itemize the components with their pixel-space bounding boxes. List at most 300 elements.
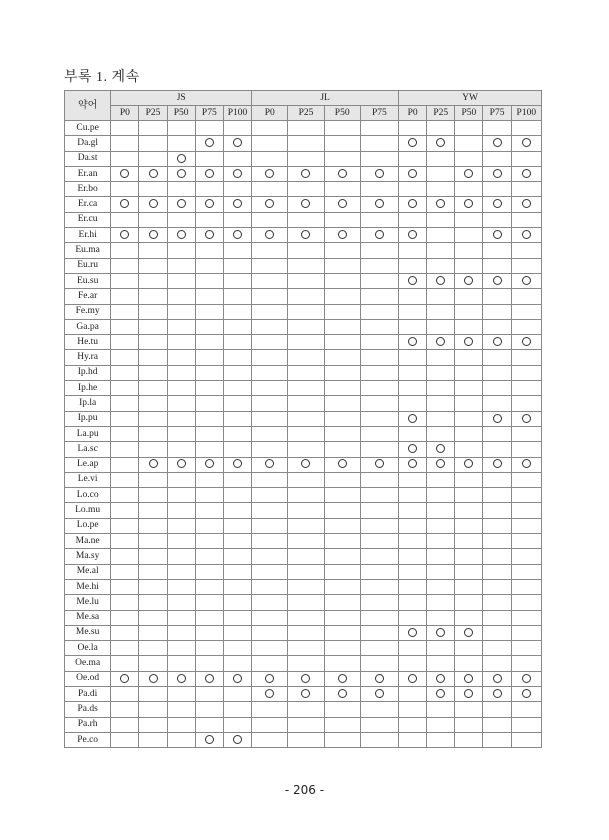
presence-cell xyxy=(223,411,251,426)
species-abbr: Er.bo xyxy=(65,182,111,197)
presence-cell xyxy=(111,732,139,747)
presence-cell xyxy=(111,228,139,243)
presence-cell xyxy=(427,197,455,212)
presence-cell xyxy=(195,732,223,747)
presence-cell xyxy=(427,426,455,441)
presence-cell xyxy=(427,656,455,671)
presence-cell xyxy=(455,564,483,579)
presence-cell xyxy=(399,335,427,350)
presence-cell xyxy=(252,121,288,136)
presence-cell xyxy=(455,457,483,472)
species-abbr: Eu.ru xyxy=(65,258,111,273)
presence-cell xyxy=(324,273,360,288)
presence-cell xyxy=(139,121,167,136)
presence-cell xyxy=(167,549,195,564)
presence-cell xyxy=(360,656,398,671)
presence-cell xyxy=(399,396,427,411)
table-row xyxy=(65,396,542,411)
presence-cell xyxy=(427,518,455,533)
presence-cell xyxy=(195,472,223,487)
presence-cell xyxy=(111,610,139,625)
presence-circle-icon xyxy=(522,689,531,698)
presence-cell xyxy=(111,212,139,227)
presence-cell xyxy=(223,564,251,579)
presence-circle-icon xyxy=(233,230,242,239)
table-row xyxy=(65,610,542,625)
presence-cell xyxy=(111,564,139,579)
presence-cell xyxy=(252,518,288,533)
presence-cell xyxy=(511,610,541,625)
presence-cell xyxy=(324,350,360,365)
presence-circle-icon xyxy=(408,459,417,468)
presence-cell xyxy=(324,671,360,686)
presence-circle-icon xyxy=(436,444,445,453)
presence-circle-icon xyxy=(205,735,214,744)
presence-cell xyxy=(455,625,483,640)
presence-cell xyxy=(252,166,288,181)
presence-cell xyxy=(360,534,398,549)
presence-cell xyxy=(455,518,483,533)
presence-cell xyxy=(360,182,398,197)
presence-cell xyxy=(111,319,139,334)
presence-cell xyxy=(252,457,288,472)
presence-circle-icon xyxy=(375,230,384,239)
presence-circle-icon xyxy=(493,230,502,239)
presence-cell xyxy=(483,518,511,533)
presence-cell xyxy=(139,166,167,181)
presence-cell xyxy=(288,166,324,181)
presence-circle-icon xyxy=(464,628,473,637)
presence-cell xyxy=(111,426,139,441)
table-row xyxy=(65,442,542,457)
presence-cell xyxy=(324,166,360,181)
presence-cell xyxy=(483,503,511,518)
presence-circle-icon xyxy=(338,230,347,239)
presence-circle-icon xyxy=(493,674,502,683)
presence-cell xyxy=(360,411,398,426)
column-header-yw-p50: P50 xyxy=(455,106,483,121)
column-header-js-p75: P75 xyxy=(195,106,223,121)
presence-cell xyxy=(223,549,251,564)
presence-cell xyxy=(324,319,360,334)
presence-cell xyxy=(324,610,360,625)
presence-cell xyxy=(360,136,398,151)
presence-circle-icon xyxy=(493,337,502,346)
presence-cell xyxy=(483,549,511,564)
presence-cell xyxy=(167,243,195,258)
presence-cell xyxy=(288,197,324,212)
species-abbr: Pa.di xyxy=(65,686,111,701)
presence-cell xyxy=(399,534,427,549)
presence-cell xyxy=(252,579,288,594)
presence-cell xyxy=(324,656,360,671)
presence-circle-icon xyxy=(408,276,417,285)
presence-cell xyxy=(252,289,288,304)
presence-cell xyxy=(399,671,427,686)
presence-cell xyxy=(360,197,398,212)
presence-cell xyxy=(139,549,167,564)
presence-cell xyxy=(360,732,398,747)
presence-circle-icon xyxy=(436,337,445,346)
presence-cell xyxy=(360,442,398,457)
presence-cell xyxy=(288,228,324,243)
presence-cell xyxy=(427,258,455,273)
column-header-js-p25: P25 xyxy=(139,106,167,121)
presence-circle-icon xyxy=(233,459,242,468)
presence-cell xyxy=(427,350,455,365)
presence-cell xyxy=(324,411,360,426)
presence-cell xyxy=(324,732,360,747)
presence-cell xyxy=(139,228,167,243)
presence-cell xyxy=(324,579,360,594)
presence-cell xyxy=(455,717,483,732)
presence-cell xyxy=(427,212,455,227)
presence-cell xyxy=(483,121,511,136)
presence-cell xyxy=(223,503,251,518)
presence-cell xyxy=(223,335,251,350)
presence-circle-icon xyxy=(493,414,502,423)
presence-cell xyxy=(399,136,427,151)
species-abbr: Lo.pe xyxy=(65,518,111,533)
presence-cell xyxy=(288,488,324,503)
presence-cell xyxy=(324,228,360,243)
presence-cell xyxy=(324,625,360,640)
presence-cell xyxy=(483,228,511,243)
presence-cell xyxy=(324,258,360,273)
presence-cell xyxy=(167,273,195,288)
presence-cell xyxy=(111,671,139,686)
presence-cell xyxy=(427,717,455,732)
presence-circle-icon xyxy=(436,199,445,208)
presence-circle-icon xyxy=(265,674,274,683)
presence-cell xyxy=(288,212,324,227)
presence-circle-icon xyxy=(436,276,445,285)
presence-cell xyxy=(195,411,223,426)
presence-cell xyxy=(223,656,251,671)
species-abbr: Fe.my xyxy=(65,304,111,319)
presence-circle-icon xyxy=(205,169,214,178)
column-header-jl-p75: P75 xyxy=(360,106,398,121)
presence-cell xyxy=(288,273,324,288)
presence-cell xyxy=(483,686,511,701)
presence-cell xyxy=(399,212,427,227)
presence-cell xyxy=(223,166,251,181)
presence-cell xyxy=(288,319,324,334)
species-abbr: Ip.he xyxy=(65,381,111,396)
presence-cell xyxy=(360,350,398,365)
presence-cell xyxy=(511,121,541,136)
presence-circle-icon xyxy=(177,169,186,178)
header-row-groups xyxy=(65,91,542,106)
presence-cell xyxy=(252,503,288,518)
presence-cell xyxy=(427,304,455,319)
presence-cell xyxy=(399,197,427,212)
presence-cell xyxy=(483,166,511,181)
presence-cell xyxy=(399,426,427,441)
presence-cell xyxy=(223,518,251,533)
presence-cell xyxy=(167,625,195,640)
presence-cell xyxy=(139,365,167,380)
presence-cell xyxy=(167,686,195,701)
presence-cell xyxy=(483,258,511,273)
presence-cell xyxy=(288,595,324,610)
presence-cell xyxy=(223,717,251,732)
presence-circle-icon xyxy=(120,230,129,239)
presence-circle-icon xyxy=(375,674,384,683)
presence-cell xyxy=(139,426,167,441)
presence-cell xyxy=(360,549,398,564)
presence-cell xyxy=(195,319,223,334)
presence-cell xyxy=(483,381,511,396)
presence-cell xyxy=(223,273,251,288)
presence-cell xyxy=(511,335,541,350)
presence-cell xyxy=(360,717,398,732)
presence-cell xyxy=(223,365,251,380)
presence-circle-icon xyxy=(493,199,502,208)
presence-cell xyxy=(252,426,288,441)
presence-cell xyxy=(399,258,427,273)
presence-cell xyxy=(483,702,511,717)
presence-cell xyxy=(288,289,324,304)
presence-cell xyxy=(252,717,288,732)
presence-cell xyxy=(483,304,511,319)
presence-cell xyxy=(195,350,223,365)
presence-cell xyxy=(399,564,427,579)
presence-circle-icon xyxy=(233,735,242,744)
presence-circle-icon xyxy=(338,459,347,468)
table-row xyxy=(65,228,542,243)
presence-cell xyxy=(427,182,455,197)
presence-cell xyxy=(455,488,483,503)
presence-circle-icon xyxy=(205,230,214,239)
species-abbr: Ip.hd xyxy=(65,365,111,380)
species-abbr: Er.an xyxy=(65,166,111,181)
presence-cell xyxy=(427,381,455,396)
presence-circle-icon xyxy=(493,138,502,147)
presence-cell xyxy=(252,686,288,701)
table-row xyxy=(65,625,542,640)
presence-cell xyxy=(167,717,195,732)
presence-circle-icon xyxy=(265,199,274,208)
presence-cell xyxy=(399,472,427,487)
presence-cell xyxy=(455,549,483,564)
presence-cell xyxy=(483,197,511,212)
presence-circle-icon xyxy=(464,337,473,346)
presence-cell xyxy=(483,472,511,487)
presence-cell xyxy=(511,273,541,288)
presence-circle-icon xyxy=(205,199,214,208)
group-header-yw: YW xyxy=(399,91,542,106)
presence-circle-icon xyxy=(436,674,445,683)
presence-cell xyxy=(252,610,288,625)
presence-cell xyxy=(483,564,511,579)
presence-cell xyxy=(167,457,195,472)
presence-cell xyxy=(483,335,511,350)
presence-cell xyxy=(139,732,167,747)
presence-circle-icon xyxy=(408,337,417,346)
presence-cell xyxy=(195,579,223,594)
presence-cell xyxy=(252,641,288,656)
presence-cell xyxy=(483,289,511,304)
presence-cell xyxy=(223,732,251,747)
presence-cell xyxy=(139,396,167,411)
presence-cell xyxy=(195,365,223,380)
presence-cell xyxy=(195,625,223,640)
presence-cell xyxy=(455,472,483,487)
presence-cell xyxy=(511,518,541,533)
presence-cell xyxy=(139,702,167,717)
presence-cell xyxy=(427,503,455,518)
presence-circle-icon xyxy=(233,169,242,178)
presence-cell xyxy=(288,442,324,457)
presence-cell xyxy=(455,304,483,319)
presence-cell xyxy=(399,595,427,610)
column-header-jl-p0: P0 xyxy=(252,106,288,121)
presence-circle-icon xyxy=(265,689,274,698)
presence-cell xyxy=(139,518,167,533)
presence-cell xyxy=(167,381,195,396)
presence-cell xyxy=(111,396,139,411)
presence-cell xyxy=(139,319,167,334)
presence-cell xyxy=(223,472,251,487)
presence-cell xyxy=(427,488,455,503)
presence-circle-icon xyxy=(265,169,274,178)
presence-cell xyxy=(111,411,139,426)
presence-cell xyxy=(360,702,398,717)
presence-cell xyxy=(195,243,223,258)
presence-cell xyxy=(511,151,541,166)
presence-cell xyxy=(167,396,195,411)
presence-cell xyxy=(427,534,455,549)
presence-circle-icon xyxy=(408,628,417,637)
species-abbr: Eu.ma xyxy=(65,243,111,258)
presence-cell xyxy=(223,702,251,717)
presence-cell xyxy=(252,243,288,258)
species-abbr: Da.st xyxy=(65,151,111,166)
presence-cell xyxy=(111,335,139,350)
presence-cell xyxy=(288,121,324,136)
presence-cell xyxy=(455,686,483,701)
column-header-yw-p100: P100 xyxy=(511,106,541,121)
presence-cell xyxy=(483,534,511,549)
table-row xyxy=(65,579,542,594)
presence-circle-icon xyxy=(493,276,502,285)
presence-cell xyxy=(252,442,288,457)
table-row xyxy=(65,197,542,212)
presence-cell xyxy=(252,671,288,686)
presence-cell xyxy=(111,579,139,594)
species-abbr: Oe.la xyxy=(65,641,111,656)
presence-cell xyxy=(167,503,195,518)
presence-cell xyxy=(324,549,360,564)
species-abbr: Ga.pa xyxy=(65,319,111,334)
presence-cell xyxy=(324,197,360,212)
presence-cell xyxy=(139,717,167,732)
presence-cell xyxy=(455,289,483,304)
presence-cell xyxy=(111,595,139,610)
presence-cell xyxy=(252,228,288,243)
presence-cell xyxy=(167,518,195,533)
presence-cell xyxy=(360,641,398,656)
presence-cell xyxy=(324,472,360,487)
presence-cell xyxy=(455,212,483,227)
presence-cell xyxy=(399,304,427,319)
species-abbr: Pe.co xyxy=(65,732,111,747)
table-row xyxy=(65,350,542,365)
presence-cell xyxy=(483,319,511,334)
presence-cell xyxy=(455,151,483,166)
presence-cell xyxy=(511,472,541,487)
presence-circle-icon xyxy=(120,169,129,178)
presence-cell xyxy=(324,503,360,518)
presence-cell xyxy=(455,381,483,396)
presence-cell xyxy=(223,319,251,334)
presence-cell xyxy=(360,610,398,625)
presence-circle-icon xyxy=(464,199,473,208)
presence-cell xyxy=(223,641,251,656)
presence-cell xyxy=(167,732,195,747)
presence-circle-icon xyxy=(408,674,417,683)
table-row xyxy=(65,457,542,472)
presence-cell xyxy=(111,641,139,656)
presence-cell xyxy=(167,534,195,549)
presence-cell xyxy=(511,671,541,686)
presence-circle-icon xyxy=(301,230,310,239)
presence-cell xyxy=(483,273,511,288)
presence-cell xyxy=(360,243,398,258)
presence-cell xyxy=(139,579,167,594)
presence-cell xyxy=(111,625,139,640)
table-row xyxy=(65,182,542,197)
species-abbr: Pa.ds xyxy=(65,702,111,717)
table-row xyxy=(65,534,542,549)
presence-cell xyxy=(360,228,398,243)
species-abbr: Eu.su xyxy=(65,273,111,288)
presence-cell xyxy=(252,182,288,197)
presence-cell xyxy=(288,549,324,564)
presence-circle-icon xyxy=(205,138,214,147)
presence-cell xyxy=(455,365,483,380)
presence-cell xyxy=(399,518,427,533)
presence-circle-icon xyxy=(464,689,473,698)
presence-cell xyxy=(399,610,427,625)
presence-cell xyxy=(399,166,427,181)
presence-circle-icon xyxy=(493,459,502,468)
presence-cell xyxy=(252,350,288,365)
column-header-jl-p25: P25 xyxy=(288,106,324,121)
presence-cell xyxy=(223,595,251,610)
presence-cell xyxy=(324,442,360,457)
presence-circle-icon xyxy=(408,230,417,239)
presence-cell xyxy=(360,488,398,503)
presence-circle-icon xyxy=(408,444,417,453)
presence-circle-icon xyxy=(493,169,502,178)
presence-cell xyxy=(360,335,398,350)
presence-circle-icon xyxy=(233,199,242,208)
presence-cell xyxy=(223,610,251,625)
presence-cell xyxy=(139,273,167,288)
presence-cell xyxy=(483,442,511,457)
presence-cell xyxy=(324,136,360,151)
presence-cell xyxy=(167,472,195,487)
species-abbr: Me.su xyxy=(65,625,111,640)
presence-cell xyxy=(399,411,427,426)
presence-circle-icon xyxy=(408,138,417,147)
species-abbr: Me.sa xyxy=(65,610,111,625)
presence-cell xyxy=(511,686,541,701)
presence-cell xyxy=(195,717,223,732)
presence-cell xyxy=(427,579,455,594)
